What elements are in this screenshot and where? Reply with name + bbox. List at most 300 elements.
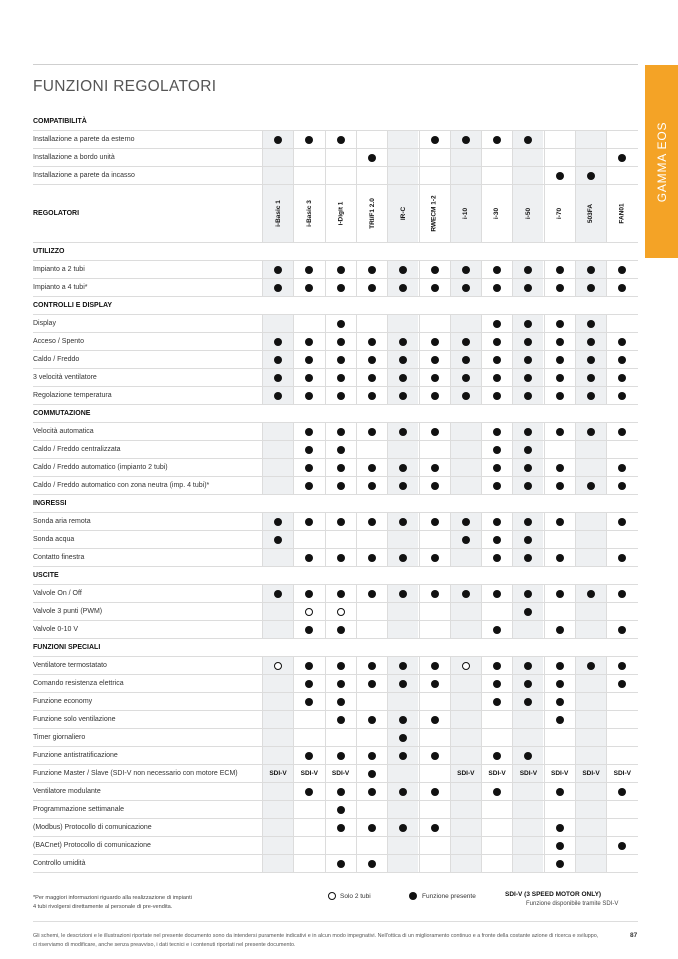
table-cell (450, 185, 481, 242)
model-header: i-50 (524, 207, 532, 220)
feature-dot-icon (337, 698, 345, 706)
feature-dot-icon (524, 554, 532, 562)
feature-dot-icon (431, 464, 439, 472)
table-cell (450, 513, 481, 530)
table-cell (606, 441, 637, 458)
row-label: Display (33, 320, 56, 327)
table-cell (450, 131, 481, 148)
two-pipe-ring-icon (337, 608, 345, 616)
feature-dot-icon (618, 392, 626, 400)
feature-dot-icon (587, 320, 595, 328)
table-row (33, 531, 638, 549)
feature-dot-icon (462, 284, 470, 292)
model-header: i-10 (462, 207, 470, 220)
table-row (33, 711, 638, 729)
table-cell (575, 585, 606, 602)
table-cell (450, 531, 481, 548)
feature-dot-icon (556, 284, 564, 292)
feature-dot-icon (618, 374, 626, 382)
feature-dot-icon (337, 554, 345, 562)
table-cell (419, 783, 450, 800)
table-cell (512, 747, 543, 764)
table-row (33, 837, 638, 855)
table-cell (387, 333, 418, 350)
feature-dot-icon (399, 482, 407, 490)
feature-dot-icon (618, 662, 626, 670)
row-label: Regolazione temperatura (33, 392, 112, 399)
table-row (33, 387, 638, 405)
table-row (33, 131, 638, 149)
table-cell (512, 261, 543, 278)
table-cell (512, 819, 543, 836)
table-cell (481, 621, 512, 638)
feature-dot-icon (618, 788, 626, 796)
table-cell (419, 477, 450, 494)
feature-dot-icon (337, 680, 345, 688)
table-cell (356, 441, 387, 458)
table-cell (575, 729, 606, 746)
table-cell (387, 387, 418, 404)
page-number: 87 (630, 932, 638, 939)
table-cell (575, 131, 606, 148)
feature-dot-icon (524, 608, 532, 616)
table-cell (481, 603, 512, 620)
table-cell (606, 585, 637, 602)
table-cell (262, 261, 293, 278)
feature-dot-icon (431, 428, 439, 436)
table-cell (575, 531, 606, 548)
table-cell (325, 855, 356, 872)
feature-dot-icon (524, 446, 532, 454)
table-cell (262, 531, 293, 548)
legend-ring-label: Solo 2 tubi (340, 892, 371, 900)
disclaimer: Gli schemi, le descrizioni e le illustrazioni riportate nel presente documento sono da intendersi puramente indicativi e in alcun modo impegnativi. Nell'ottica di un miglioramento continuo e a fronte della costante azione di ricerca e sviluppo, ci riserviamo di modificare, anche senza preavviso, i dati tecnici e i contenuti riportati nel presente documento. (33, 933, 599, 948)
table-cell (387, 423, 418, 440)
table-cell (512, 621, 543, 638)
feature-dot-icon (305, 464, 313, 472)
table-cell (387, 369, 418, 386)
table-cell (544, 693, 575, 710)
table-cell (450, 765, 481, 782)
features-table (33, 113, 638, 873)
feature-dot-icon (431, 374, 439, 382)
feature-dot-icon (431, 662, 439, 670)
feature-dot-icon (556, 842, 564, 850)
feature-dot-icon (305, 374, 313, 382)
table-cell (512, 693, 543, 710)
table-cell (450, 801, 481, 818)
feature-dot-icon (556, 428, 564, 436)
row-label: Funzione antistratificazione (33, 752, 118, 759)
table-cell (481, 531, 512, 548)
table-cell (575, 423, 606, 440)
table-cell (481, 693, 512, 710)
table-cell (575, 603, 606, 620)
feature-dot-icon (399, 518, 407, 526)
section-row (33, 567, 638, 585)
table-cell (293, 185, 324, 242)
feature-dot-icon (618, 590, 626, 598)
cell-text: SDI-V (488, 770, 506, 777)
table-cell (293, 711, 324, 728)
feature-dot-icon (618, 626, 626, 634)
cell-text: SDI-V (519, 770, 538, 777)
table-cell (325, 711, 356, 728)
feature-dot-icon (399, 716, 407, 724)
section-row (33, 243, 638, 261)
table-cell (325, 765, 356, 782)
table-cell (544, 459, 575, 476)
section-title: COMMUTAZIONE (33, 410, 91, 417)
table-cell (544, 819, 575, 836)
table-cell (544, 603, 575, 620)
table-cell (419, 657, 450, 674)
header-row (33, 185, 638, 243)
table-cell (606, 513, 637, 530)
row-label: Installazione a parete da incasso (33, 172, 135, 179)
feature-dot-icon (399, 590, 407, 598)
feature-dot-icon (618, 680, 626, 688)
table-cell (512, 765, 543, 782)
table-cell (419, 131, 450, 148)
table-cell (450, 783, 481, 800)
table-cell (325, 279, 356, 296)
feature-dot-icon (431, 392, 439, 400)
table-cell (262, 765, 293, 782)
feature-dot-icon (556, 482, 564, 490)
table-cell (481, 855, 512, 872)
table-cell (293, 315, 324, 332)
table-cell (544, 315, 575, 332)
feature-dot-icon (431, 788, 439, 796)
feature-dot-icon (431, 284, 439, 292)
feature-dot-icon (431, 338, 439, 346)
table-cell (293, 279, 324, 296)
table-cell (419, 279, 450, 296)
model-header: i-Basic 1 (274, 200, 282, 227)
table-cell (450, 675, 481, 692)
table-cell (450, 369, 481, 386)
feature-dot-icon (274, 374, 282, 382)
feature-dot-icon (556, 464, 564, 472)
feature-dot-icon (305, 662, 313, 670)
cell-text: SDI-V (269, 770, 287, 777)
row-label: Sonda acqua (33, 536, 75, 543)
table-cell (419, 261, 450, 278)
model-header: i-Digit 1 (337, 201, 345, 226)
feature-dot-icon (431, 554, 439, 562)
table-cell (356, 279, 387, 296)
feature-dot-icon (368, 374, 376, 382)
table-cell (512, 131, 543, 148)
row-label: Impianto a 4 tubi* (33, 284, 88, 291)
table-cell (481, 837, 512, 854)
table-cell (575, 149, 606, 166)
table-cell (293, 747, 324, 764)
table-cell (293, 801, 324, 818)
table-cell (481, 185, 512, 242)
table-cell (512, 837, 543, 854)
table-cell (387, 729, 418, 746)
feature-dot-icon (556, 266, 564, 274)
table-cell (544, 585, 575, 602)
table-cell (512, 333, 543, 350)
feature-dot-icon (587, 266, 595, 274)
table-cell (325, 693, 356, 710)
feature-dot-icon (587, 374, 595, 382)
table-cell (450, 167, 481, 184)
section-title: CONTROLLI E DISPLAY (33, 302, 113, 309)
table-cell (262, 369, 293, 386)
table-cell (356, 549, 387, 566)
table-cell (356, 621, 387, 638)
feature-dot-icon (305, 482, 313, 490)
feature-dot-icon (274, 338, 282, 346)
feature-dot-icon (493, 374, 501, 382)
feature-dot-icon (587, 428, 595, 436)
table-row (33, 279, 638, 297)
two-pipe-ring-icon (274, 662, 282, 670)
table-cell (512, 855, 543, 872)
table-cell (293, 855, 324, 872)
table-row (33, 441, 638, 459)
feature-dot-icon (274, 590, 282, 598)
table-cell (512, 585, 543, 602)
feature-dot-icon (618, 266, 626, 274)
table-cell (544, 477, 575, 494)
table-cell (512, 531, 543, 548)
feature-dot-icon (556, 860, 564, 868)
feature-dot-icon (618, 554, 626, 562)
table-cell (419, 369, 450, 386)
table-cell (293, 333, 324, 350)
table-cell (262, 585, 293, 602)
table-cell (262, 351, 293, 368)
row-label: Impianto a 2 tubi (33, 266, 85, 273)
feature-dot-icon (587, 482, 595, 490)
table-cell (575, 459, 606, 476)
section-row (33, 495, 638, 513)
table-cell (512, 801, 543, 818)
table-cell (606, 837, 637, 854)
table-cell (419, 441, 450, 458)
row-label: (BACnet) Protocollo di comunicazione (33, 842, 151, 849)
table-cell (544, 531, 575, 548)
feature-dot-icon (556, 374, 564, 382)
table-cell (325, 531, 356, 548)
row-label: Valvole 0-10 V (33, 626, 79, 633)
table-cell (450, 423, 481, 440)
feature-dot-icon (493, 554, 501, 562)
table-cell (450, 477, 481, 494)
table-cell (387, 819, 418, 836)
feature-dot-icon (368, 464, 376, 472)
table-cell (419, 423, 450, 440)
row-label: Caldo / Freddo (33, 356, 80, 363)
section-title: FUNZIONI SPECIALI (33, 644, 101, 651)
feature-dot-icon (431, 824, 439, 832)
table-cell (544, 167, 575, 184)
feature-dot-icon (368, 154, 376, 162)
section-title: USCITE (33, 572, 59, 579)
feature-dot-icon (337, 482, 345, 490)
feature-dot-icon (337, 266, 345, 274)
feature-dot-icon (399, 392, 407, 400)
table-cell (419, 585, 450, 602)
table-cell (512, 387, 543, 404)
table-cell (356, 729, 387, 746)
table-cell (512, 423, 543, 440)
table-cell (544, 279, 575, 296)
table-cell (356, 261, 387, 278)
table-cell (481, 729, 512, 746)
table-cell (325, 369, 356, 386)
table-cell (325, 477, 356, 494)
table-cell (387, 603, 418, 620)
table-cell (544, 729, 575, 746)
feature-dot-icon (305, 284, 313, 292)
model-header: IR-C (399, 206, 407, 221)
table-cell (262, 675, 293, 692)
table-cell (450, 333, 481, 350)
table-cell (481, 131, 512, 148)
feature-dot-icon (368, 338, 376, 346)
section-row (33, 297, 638, 315)
feature-dot-icon (337, 284, 345, 292)
feature-dot-icon (368, 554, 376, 562)
feature-dot-icon (587, 284, 595, 292)
table-cell (293, 149, 324, 166)
feature-dot-icon (337, 356, 345, 364)
table-cell (606, 675, 637, 692)
table-cell (262, 621, 293, 638)
feature-dot-icon (618, 842, 626, 850)
table-cell (387, 675, 418, 692)
table-cell (575, 477, 606, 494)
table-cell (450, 855, 481, 872)
table-cell (544, 657, 575, 674)
table-cell (325, 819, 356, 836)
table-cell (356, 783, 387, 800)
legend-dot-label: Funzione presente (422, 892, 476, 900)
bottom-rule (33, 921, 638, 922)
table-cell (512, 711, 543, 728)
table-cell (450, 693, 481, 710)
table-cell (262, 423, 293, 440)
table-cell (262, 855, 293, 872)
feature-dot-icon (368, 662, 376, 670)
row-label: Valvole On / Off (33, 590, 82, 597)
feature-dot-icon (493, 136, 501, 144)
table-cell (512, 279, 543, 296)
feature-dot-icon (431, 716, 439, 724)
feature-dot-icon (493, 320, 501, 328)
table-cell (544, 549, 575, 566)
table-cell (356, 149, 387, 166)
table-cell (575, 855, 606, 872)
table-cell (544, 261, 575, 278)
feature-dot-icon (493, 536, 501, 544)
feature-dot-icon (556, 698, 564, 706)
dot-icon (409, 892, 417, 900)
section-row (33, 113, 638, 131)
table-cell (481, 279, 512, 296)
feature-dot-icon (462, 338, 470, 346)
feature-dot-icon (587, 392, 595, 400)
table-cell (544, 351, 575, 368)
feature-dot-icon (399, 680, 407, 688)
table-cell (544, 333, 575, 350)
feature-dot-icon (524, 590, 532, 598)
feature-dot-icon (274, 266, 282, 274)
table-cell (544, 441, 575, 458)
table-cell (450, 387, 481, 404)
table-cell (293, 351, 324, 368)
feature-dot-icon (556, 338, 564, 346)
feature-dot-icon (493, 284, 501, 292)
feature-dot-icon (618, 518, 626, 526)
table-cell (512, 167, 543, 184)
table-cell (481, 315, 512, 332)
feature-dot-icon (556, 392, 564, 400)
feature-dot-icon (556, 518, 564, 526)
row-label: REGOLATORI (33, 210, 80, 217)
table-cell (387, 459, 418, 476)
table-cell (356, 819, 387, 836)
feature-dot-icon (493, 662, 501, 670)
table-cell (356, 131, 387, 148)
table-cell (325, 657, 356, 674)
feature-dot-icon (399, 464, 407, 472)
table-cell (325, 513, 356, 530)
table-cell (481, 549, 512, 566)
table-cell (419, 185, 450, 242)
table-cell (544, 621, 575, 638)
table-cell (606, 657, 637, 674)
cell-text: SDI-V (551, 770, 569, 777)
model-header: 503FA (587, 203, 595, 224)
feature-dot-icon (368, 590, 376, 598)
page-title: FUNZIONI REGOLATORI (33, 78, 217, 95)
table-cell (575, 185, 606, 242)
table-cell (575, 279, 606, 296)
feature-dot-icon (618, 428, 626, 436)
feature-dot-icon (305, 680, 313, 688)
feature-dot-icon (274, 356, 282, 364)
feature-dot-icon (399, 554, 407, 562)
table-cell (325, 167, 356, 184)
row-label: Caldo / Freddo centralizzata (33, 446, 121, 453)
table-cell (575, 747, 606, 764)
table-cell (262, 747, 293, 764)
table-cell (325, 441, 356, 458)
feature-dot-icon (556, 626, 564, 634)
table-cell (293, 603, 324, 620)
table-cell (575, 261, 606, 278)
table-cell (325, 603, 356, 620)
feature-dot-icon (274, 392, 282, 400)
feature-dot-icon (431, 590, 439, 598)
feature-dot-icon (618, 154, 626, 162)
table-cell (262, 801, 293, 818)
table-cell (544, 131, 575, 148)
table-cell (325, 351, 356, 368)
feature-dot-icon (431, 356, 439, 364)
feature-dot-icon (431, 136, 439, 144)
table-cell (606, 167, 637, 184)
feature-dot-icon (493, 788, 501, 796)
table-cell (606, 729, 637, 746)
